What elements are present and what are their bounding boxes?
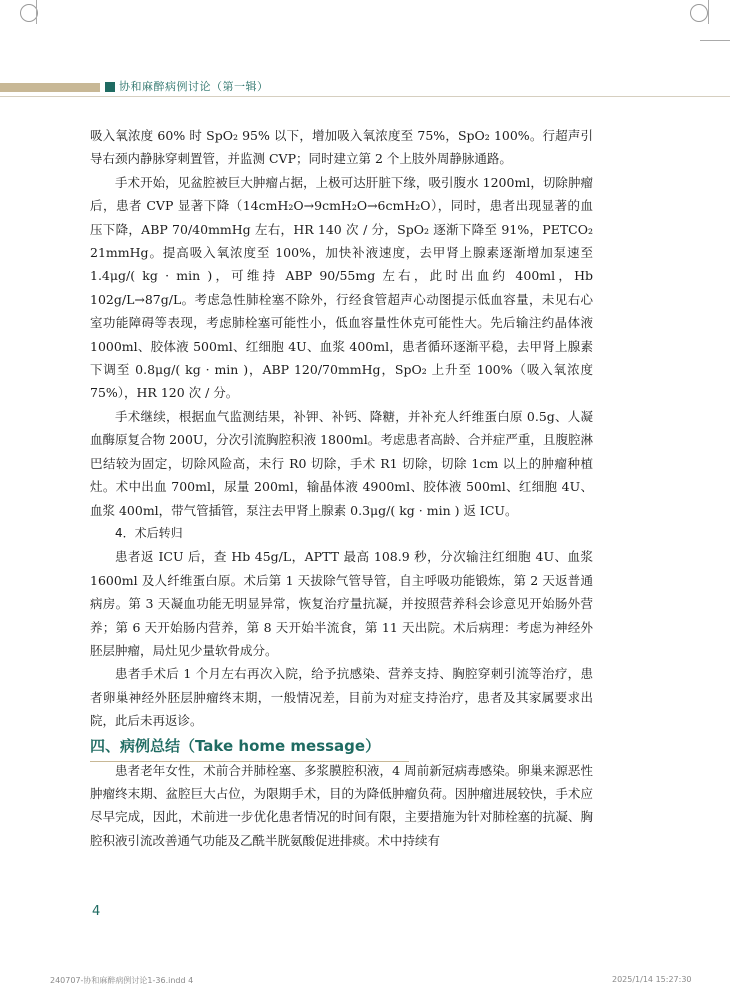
- paragraph: 吸入氧浓度 60% 时 SpO₂ 95% 以下，增加吸入氧浓度至 75%，SpO₂ 100%。行超声引导右颈内静脉穿刺置管，并监测 CVP；同时建立第 2 个上肢外周静脉通路。: [90, 128, 593, 167]
- running-header-title: 协和麻醉病例讨论（第一辑）: [119, 80, 269, 93]
- page-body: [90, 124, 593, 852]
- crop-mark: [708, 0, 709, 24]
- paragraph: 手术继续，根据血气监测结果，补钾、补钙、降糖，并补充人纤维蛋白原 0.5g、人凝血酶原复合物 200U，分次引流胸腔积液 1800ml。考虑患者高龄、合并症严重，且腹腔淋巴结较为固定，切除风险高，未行 R0 切除，手术 R1 切除，切除 1cm 以上的肿瘤种植灶。术中出血 700ml，尿量 200ml，输晶体液 4900ml、胶体液 500ml、红细胞 4U、血浆 400ml，带气管插管，泵注去甲肾上腺素 0.3μg/( kg · min ) 返 ICU。: [90, 408, 593, 518]
- header-accent-bar: [0, 83, 100, 92]
- registration-mark-right-icon: [690, 4, 708, 22]
- page-number: 4: [92, 904, 101, 919]
- paragraph: 患者手术后 1 个月左右再次入院，给予抗感染、营养支持、胸腔穿刺引流等治疗，患者卵巢神经外胚层肿瘤终末期，一般情况差，目前为对症支持治疗，患者及其家属要求出院，此后未再返诊。: [90, 666, 593, 729]
- header-square-icon: [105, 82, 115, 92]
- section-heading-summary: 四、病例总结（Take home message）: [90, 736, 381, 755]
- footer-timestamp: 2025/1/14 15:27:30: [612, 975, 692, 984]
- paragraph: 手术开始，见盆腔被巨大肿瘤占据，上极可达肝脏下缘，吸引腹水 1200ml，切除肿瘤后，患者 CVP 显著下降（14cmH₂O→9cmH₂O→6cmH₂O），同时，患者出现显著的血压下降，ABP 70/40mmHg 左右，HR 140 次 / 分，SpO₂ 逐渐下降至 91%，PETCO₂ 21mmHg。提高吸入氧浓度至 100%，加快补液速度，去甲肾上腺素逐渐增加泵速至 1.4μg/( kg · min )，可维持 ABP 90/55mg 左右，此时出血约 400ml，Hb 102g/L→87g/L。考虑急性肺栓塞不除外，行经食管超声心动图提示低血容量，未见右心室功能障碍等表现，考虑肺栓塞可能性小，低血容量性休克可能性大。先后输注约晶体液 1000ml、胶体液 500ml、红细胞 4U、血浆 400ml，患者循环逐渐平稳，去甲肾上腺素下调至 0.8μg/( kg · min )，ABP 120/70mmHg，SpO₂ 上升至 100%（吸入氧浓度 75%），HR 120 次 / 分。: [90, 174, 593, 401]
- section-heading-summary-wrap: [90, 733, 593, 759]
- paragraph: 患者老年女性，术前合并肺栓塞、多浆膜腔积液，4 周前新冠病毒感染。卵巢来源恶性肿瘤终末期、盆腔巨大占位，为限期手术，目的为降低肿瘤负荷。因肿瘤进展较快，手术应尽早完成，因此，术前进一步优化患者情况的时间有限，主要措施为针对肺栓塞的抗凝、胸腔积液引流改善通气功能及乙酰半胱氨酸促进排痰。术中持续有: [90, 762, 593, 848]
- header-divider: [0, 96, 730, 97]
- crop-mark: [36, 0, 37, 24]
- crop-mark: [700, 40, 730, 41]
- paragraph: 患者返 ICU 后，查 Hb 45g/L，APTT 最高 108.9 秒，分次输注红细胞 4U、血浆 1600ml 及人纤维蛋白原。术后第 1 天拔除气管导管，自主呼吸功能锻炼，第 2 天返普通病房。第 3 天凝血功能无明显异常，恢复治疗量抗凝，并按照营养科会诊意见开始肠外营养；第 6 天开始肠内营养，第 8 天开始半流食，第 11 天出院。术后病理：考虑为神经外胚层肿瘤，局灶见少量软骨成分。: [90, 549, 593, 658]
- heading-underline: [90, 761, 409, 762]
- section-heading-postop: 4．术后转归: [115, 525, 183, 540]
- footer-file-info: 240707-协和麻醉病例讨论1-36.indd 4: [50, 976, 194, 985]
